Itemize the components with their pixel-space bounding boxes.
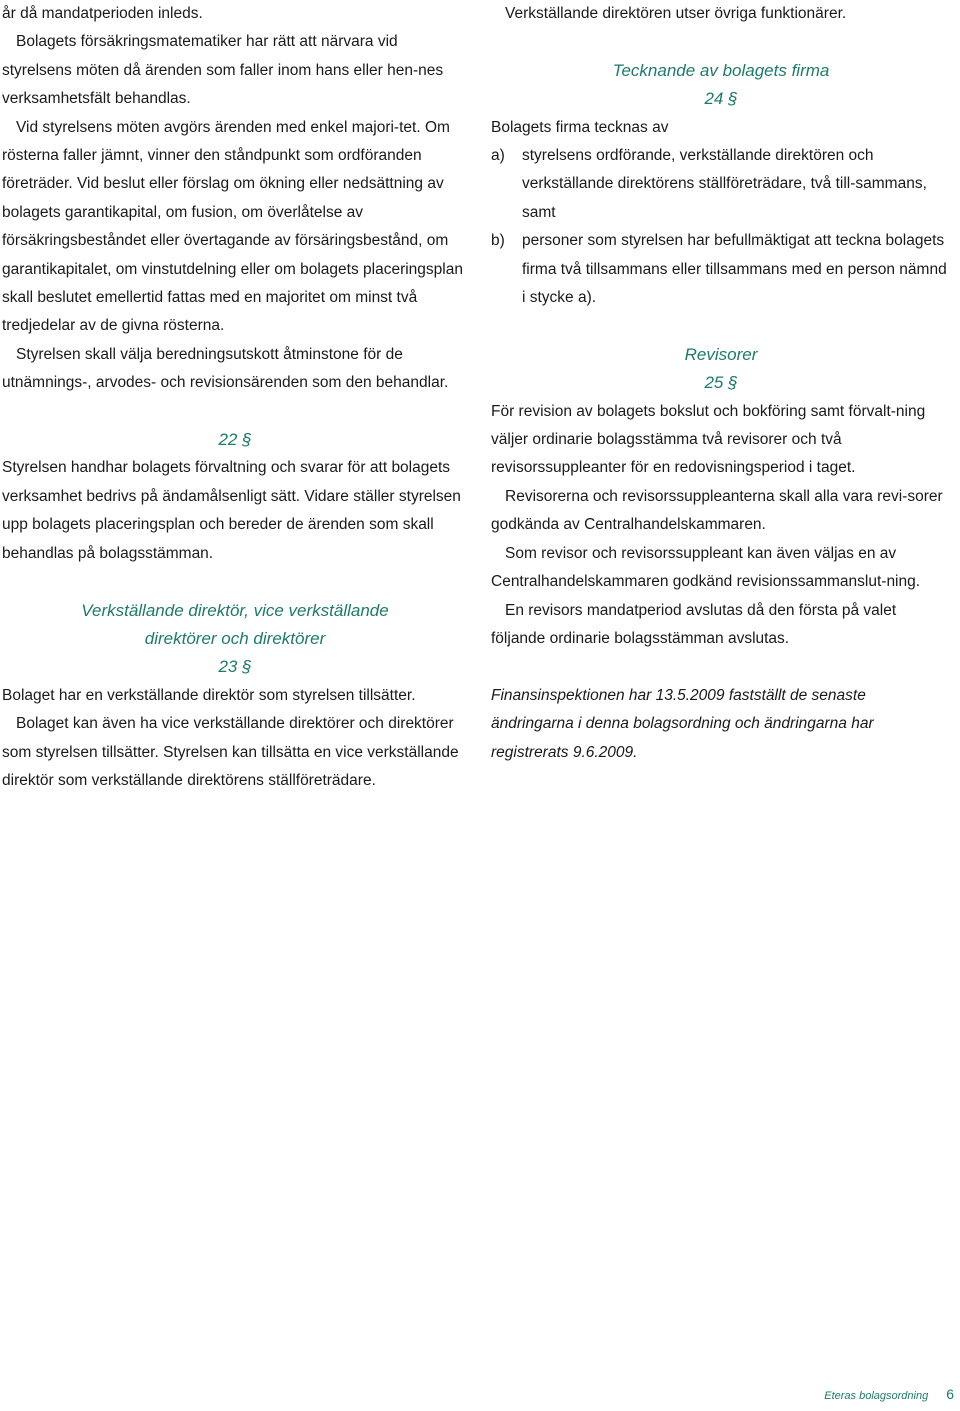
paragraph: Verkställande direktören utser övriga funktionärer. — [505, 5, 847, 22]
spacer — [2, 398, 468, 426]
paragraph: För revision av bolagets bokslut och bokföring samt förvalt-ning väljer ordinarie bolagsstämma två revisorer och två revisorssuppleanter för en redovisningsperiod i taget. — [491, 402, 926, 477]
spacer — [491, 653, 951, 681]
paragraph: En revisors mandatperiod avslutas då den första på valet följande ordinarie bolagsstämman avslutas. — [491, 601, 897, 647]
paragraph: Revisorerna och revisorssuppleanterna skall alla vara revi-sorer godkända av Centralhandelskammaren. — [491, 487, 943, 534]
list-text: styrelsens ordförande, verkställande direktören och verkställande direktörens ställföreträdare, två till-sammans, samt — [522, 147, 927, 221]
list-item — [491, 227, 951, 312]
paragraph-closing-note: Finansinspektionen har 13.5.2009 fastställt de senaste ändringarna i denna bolagsordning och ändringarna har registrerats 9.6.2009. — [491, 686, 874, 761]
right-column — [491, 0, 951, 767]
paragraph: Som revisor och revisorssuppleant kan även väljas en av Centralhandelskammaren godkänd revisionssammanslut-ning. — [491, 544, 921, 591]
heading-ceo-line-2: direktörer och direktörer — [144, 628, 326, 648]
footer-brand: Eteras bolagsordning — [824, 1390, 929, 1402]
spacer — [491, 28, 951, 56]
paragraph: Styrelsen handhar bolagets förvaltning och svarar för att bolagets verksamhet bedrivs på ändamålsenligt sätt. Vidare ställer styrelsen upp bolagets placeringsplan och bereder de ärenden som skall behandlas på bolagsstämman. — [2, 459, 461, 562]
section-number-23: 23 § — [218, 657, 252, 677]
section-number-25: 25 § — [704, 373, 738, 393]
list-item — [491, 142, 951, 227]
paragraph: Bolagets firma tecknas av — [491, 118, 669, 136]
paragraph: Vid styrelsens möten avgörs ärenden med enkel majori-tet. Om rösterna faller jämnt, vinner den ståndpunkt som ordföranden företräder. Vid beslut eller förslag om ökning eller nedsättning av bolagets garantikapital, om fusion, om överlåtelse av försäkringsbeståndet eller övertagande av försäringsbestånd, om garantikapitalet, om vinstutdelning eller om bolagets placeringsplan skall beslutet emellertid fattas med en majoritet om minst två tredjedelar av de givna rösterna. — [2, 118, 463, 335]
paragraph: Bolaget har en verkställande direktör som styrelsen tillsätter. — [2, 686, 416, 704]
page-footer — [824, 1386, 954, 1402]
left-column — [2, 0, 468, 795]
heading-ceo-line-1: Verkställande direktör, vice verkställande — [81, 600, 389, 620]
spacer — [491, 312, 951, 340]
section-number-24: 24 § — [704, 89, 738, 109]
page-number: 6 — [946, 1386, 954, 1402]
heading-firm: Tecknande av bolagets firma — [612, 60, 830, 80]
section-number-22: 22 § — [218, 430, 252, 450]
list-text: personer som styrelsen har befullmäktigat att teckna bolagets firma två tillsammans eller tillsammans med en person nämnd i stycke a). — [522, 232, 947, 307]
heading-auditors: Revisorer — [684, 344, 758, 364]
list-marker: a) — [491, 147, 505, 165]
paragraph: Styrelsen skall välja beredningsutskott åtminstone för de utnämnings-, arvodes- och revisionsärenden som den behandlar. — [2, 345, 449, 392]
paragraph: år då mandatperioden inleds. — [2, 5, 203, 22]
paragraph: Bolaget kan även ha vice verkställande direktörer och direktörer som styrelsen tillsätter. Styrelsen kan tillsätta en vice verkställande direktör som verkställande direktörens ställföreträdare. — [2, 715, 459, 789]
list-marker: b) — [491, 232, 505, 250]
spacer — [2, 568, 468, 596]
paragraph: Bolagets försäkringsmatematiker har rätt att närvara vid styrelsens möten då ärenden som faller inom hans eller hen-nes verksamhetsfält behandlas. — [2, 33, 444, 108]
